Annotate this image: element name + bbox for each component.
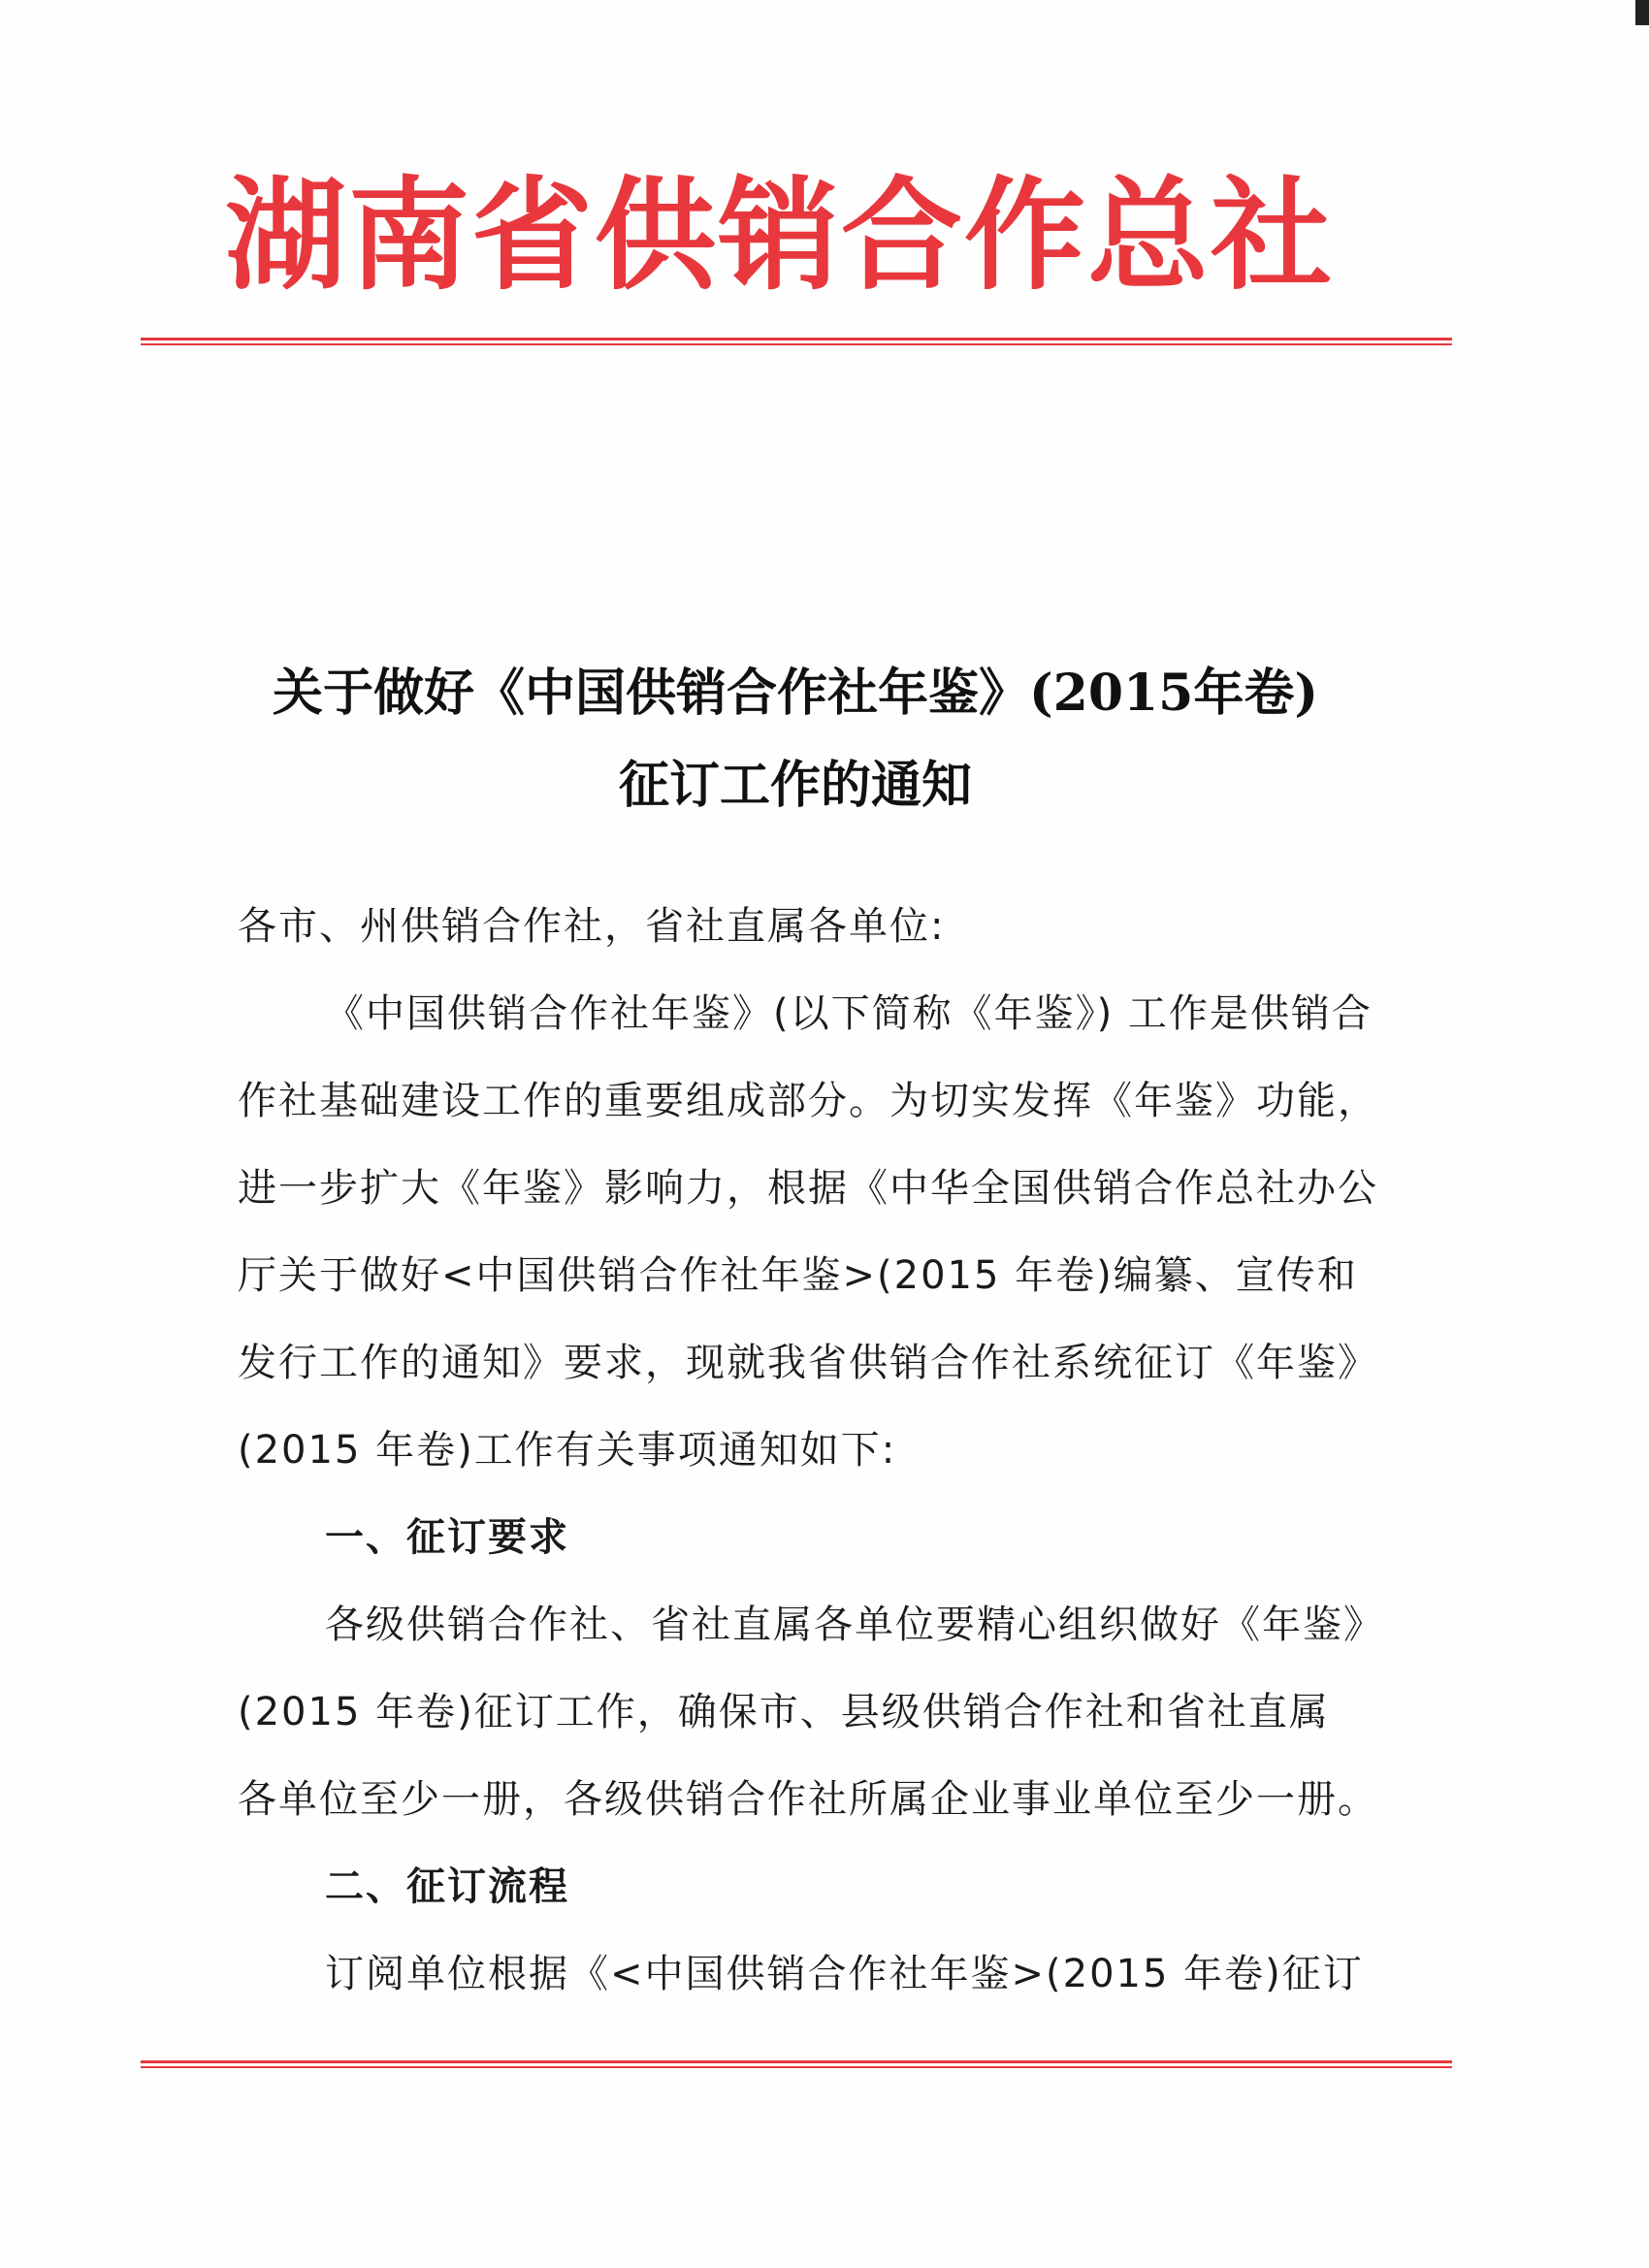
intro-line: 作社基础建设工作的重要组成部分。为切实发挥《年鉴》功能，	[238, 1079, 1378, 1123]
document-title-line-2: 征订工作的通知	[618, 756, 972, 815]
section1-line: (2015 年卷)征订工作，确保市、县级供销合作社和省社直属	[238, 1690, 1330, 1734]
intro-line: 《中国供销合作社年鉴》(以下简称《年鉴》) 工作是供销合	[325, 991, 1373, 1036]
section1-line: 各级供销合作社、省社直属各单位要精心组织做好《年鉴》	[325, 1603, 1384, 1647]
intro-line: 进一步扩大《年鉴》影响力，根据《中华全国供销合作总社办公	[238, 1166, 1378, 1211]
letterhead-org-name: 湖南省供销合作总社	[225, 165, 1334, 307]
salutation: 各市、州供销合作社，省社直属各单位:	[238, 904, 946, 949]
section2-line: 订阅单位根据《<中国供销合作社年鉴>(2015 年卷)征订	[325, 1952, 1364, 1996]
scan-edge-mark	[1635, 0, 1649, 25]
letterhead-red-rule	[141, 338, 1452, 345]
intro-line: (2015 年卷)工作有关事项通知如下:	[238, 1428, 897, 1473]
section-heading-requirements: 一、征订要求	[325, 1515, 569, 1560]
intro-line: 厅关于做好<中国供销合作社年鉴>(2015 年卷)编纂、宣传和	[238, 1253, 1358, 1298]
document-title-line-1: 关于做好《中国供销合作社年鉴》(2015年卷)	[273, 664, 1318, 723]
intro-line: 发行工作的通知》要求，现就我省供销合作社系统征订《年鉴》	[238, 1341, 1378, 1385]
footer-red-rule	[141, 2060, 1452, 2068]
section1-line: 各单位至少一册，各级供销合作社所属企业事业单位至少一册。	[238, 1777, 1378, 1822]
section-heading-process: 二、征订流程	[325, 1864, 569, 1909]
